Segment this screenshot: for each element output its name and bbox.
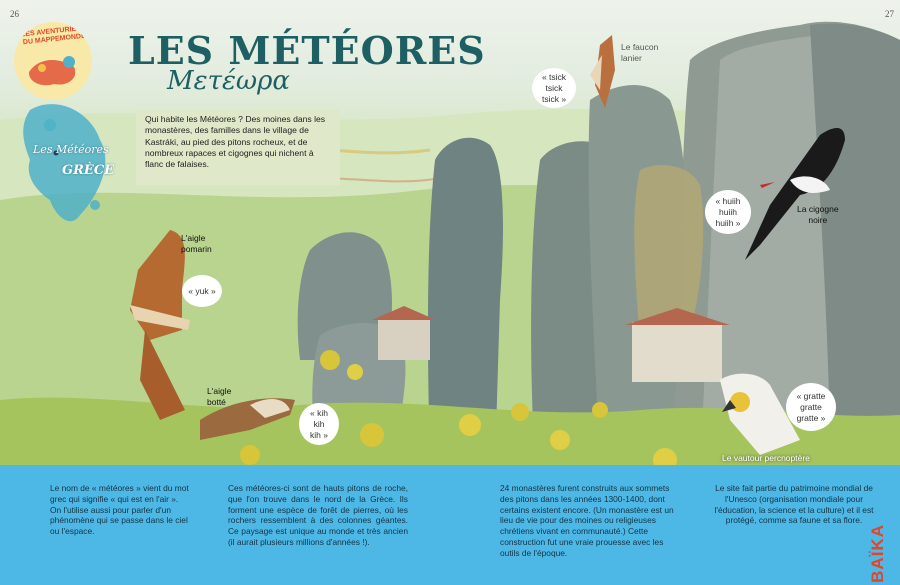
page-title: LES MÉTÉORES (128, 28, 486, 73)
falcon-call-bubble: « tsick tsick tsick » (532, 68, 576, 108)
page-subtitle-greek: Μετέωρα (167, 66, 290, 96)
series-logo (14, 22, 92, 100)
info-column-3: 24 monastères furent construits aux sommets des pitons dans les années 1300-1400, dont certains existent encore. (Un monastère est un lieu de vie pour des moines ou religieuses chrétiens vivant en communauté.) Cette construction fut une vraie prouesse avec les outils de l'époque. (500, 483, 674, 558)
vulture-label: Le vautour percnoptère (722, 453, 810, 463)
stork-label: La cigogne noire (797, 204, 839, 225)
map-place-label: Les Météores (33, 143, 109, 156)
info-column-1: Le nom de « météores » vient du mot grec qui signifie « qui est en l'air ». On l'utilise aussi pour parler d'un phénomène qui se passe dans le ciel ou l'espace. (50, 483, 189, 537)
page-number-left: 26 (10, 9, 19, 19)
map-country-label: GRÈCE (62, 163, 115, 178)
falcon-label: Le faucon lanier (621, 42, 659, 63)
booted-eagle-call-bubble: « kih kih kih » (299, 403, 339, 445)
page-number-right: 27 (885, 9, 894, 19)
monastery-right (632, 322, 722, 382)
booted-eagle-label: L'aigle botté (207, 386, 232, 407)
publisher-brand: BAÏKA (868, 524, 887, 583)
monastery-left (378, 318, 430, 360)
info-column-4: Le site fait partie du patrimoine mondial de l'Unesco (organisation mondiale pour l'éducation, la science et la culture) et il est protégé, comme sa faune et sa flore. (714, 483, 874, 526)
logo-drawing (14, 22, 92, 100)
pomarine-eagle-label: L'aigle pomarin (181, 233, 212, 254)
logo-text: LES AVENTURIERS DU MAPPEMONDE (20, 24, 87, 47)
intro-text-box: Qui habite les Météores ? Des moines dans les monastères, des familles dans le village de Kastráki, au pied des pitons rocheux, et de nombreux rapaces et cigognes qui nichent à flanc de falaises. (136, 109, 340, 185)
vulture-call-bubble: « gratte gratte gratte » (786, 383, 836, 431)
pomarine-eagle-call-bubble: « yuk » (182, 275, 222, 307)
info-column-2: Ces météores-ci sont de hauts pitons de roche, que l'on trouve dans le nord de la Grèce. Ils forment une espèce de forêt de pierres, où les rochers ressemblent à des colonnes géantes. Ce paysage est unique au monde et très ancien (il aurait plusieurs millions d'années !). (228, 483, 408, 547)
stork-call-bubble: « huiih huiih huiih » (705, 190, 751, 234)
